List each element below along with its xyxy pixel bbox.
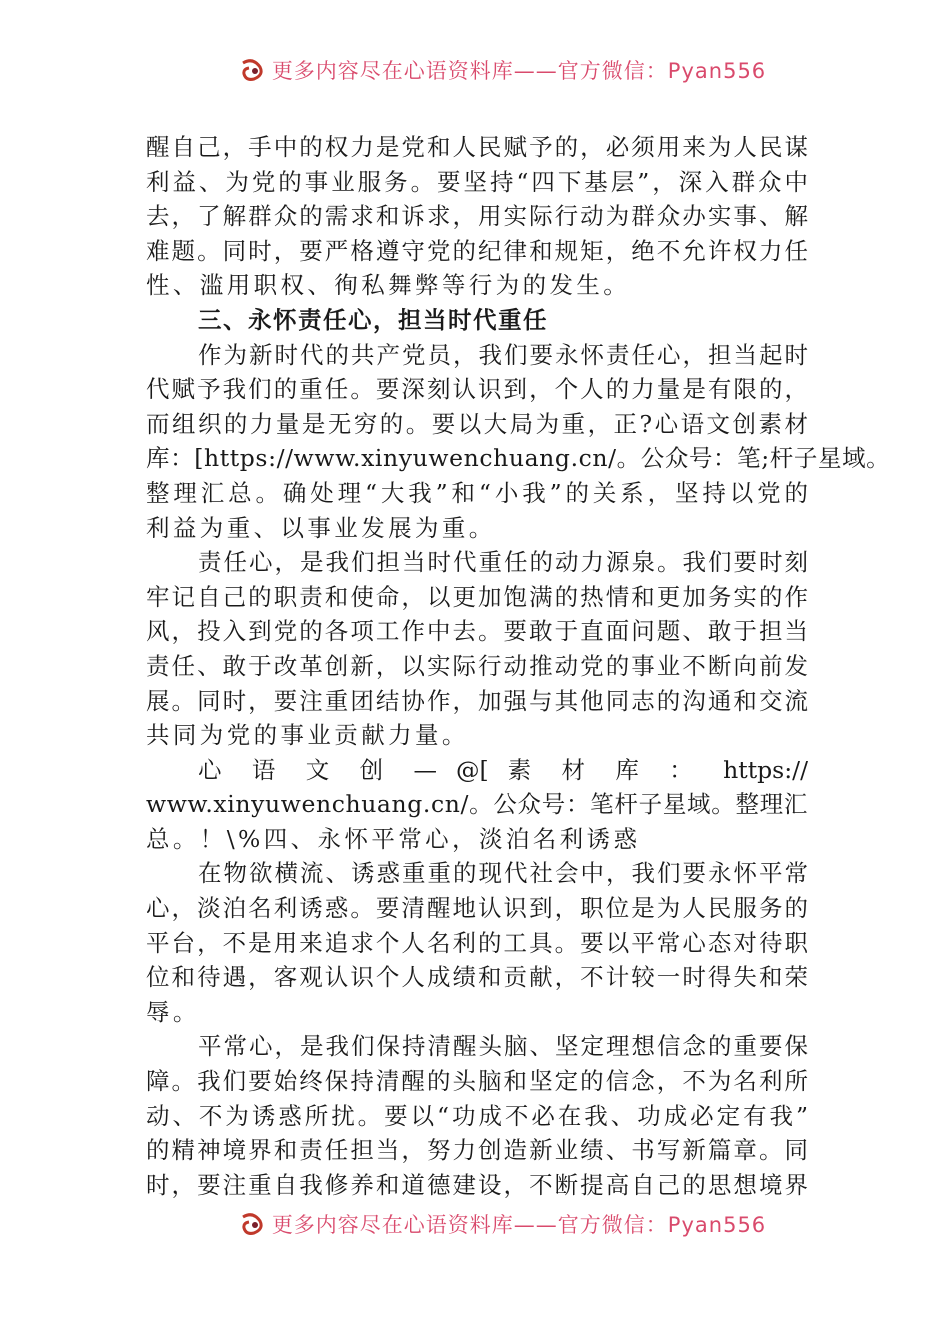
text-line-with-url: www.xinyuwenchuang.cn/。公众号：笔杆子星域。整理汇 — [146, 790, 808, 819]
paragraph-first-line: 在物欲横流、诱惑重重的现代社会中，我们要永怀平常 — [198, 859, 808, 888]
text-line: 心，淡泊名利诱惑。要清醒地认识到，职位是为人民服务的 — [146, 894, 808, 923]
text-line: 利益、为党的事业服务。要坚持“四下基层”，深入群众中 — [146, 167, 808, 196]
document-body — [146, 130, 891, 1202]
text-line: 代赋予我们的重任。要深刻认识到，个人的力量是有限的， — [146, 375, 808, 404]
text-line: 整理汇总。确处理“大我”和“小我”的关系，坚持以党的 — [146, 478, 808, 507]
watermark-inline-line: 心 语 文 创 — @[ 素 材 库 ： https:// — [198, 755, 808, 784]
text-line: 牢记自己的职责和使命，以更加饱满的热情和更加务实的作 — [146, 582, 808, 611]
section-heading-inline: 总。！\%四、永怀平常心，淡泊名利诱惑 — [146, 824, 641, 853]
text-line: 时，要注重自我修养和道德建设，不断提高自己的思想境界 — [146, 1170, 808, 1199]
text-line: 动、不为诱惑所扰。要以“功成不必在我、功成必定有我” — [146, 1101, 808, 1130]
text-line: 去，了解群众的需求和诉求，用实际行动为群众办实事、解 — [146, 202, 808, 231]
footer-watermark-banner — [0, 1206, 950, 1242]
text-line: 展。同时，要注重团结协作，加强与其他同志的沟通和交流 — [146, 686, 808, 715]
brand-logo-icon — [240, 59, 266, 81]
text-line: 而组织的力量是无穷的。要以大局为重，正?心语文创素材 — [146, 409, 808, 438]
paragraph-first-line: 作为新时代的共产党员，我们要永怀责任心，担当起时 — [198, 340, 808, 369]
text-line-with-url: 库：[https://www.xinyuwenchuang.cn/。公众号：笔;杆子星域。 — [146, 444, 891, 473]
text-line: 性、滥用职权、徇私舞弊等行为的发生。 — [146, 271, 631, 300]
text-line: 风，投入到党的各项工作中去。要敢于直面问题、敢于担当 — [146, 617, 808, 646]
watermark-text: 更多内容尽在心语资料库——官方微信：Pyan556 — [271, 59, 767, 83]
text-line: 的精神境界和责任担当，努力创造新业绩、书写新篇章。同 — [146, 1136, 808, 1165]
text-line: 责任、敢于改革创新，以实际行动推动党的事业不断向前发 — [146, 651, 808, 680]
section-heading: 三、永怀责任心，担当时代重任 — [198, 305, 548, 334]
text-line: 醒自己，手中的权力是党和人民赋予的，必须用来为人民谋 — [146, 133, 808, 161]
paragraph-first-line: 平常心，是我们保持清醒头脑、坚定理想信念的重要保 — [198, 1032, 808, 1061]
paragraph-first-line: 责任心，是我们担当时代重任的动力源泉。我们要时刻 — [198, 548, 808, 577]
text-line: 共同为党的事业贡献力量。 — [146, 721, 469, 750]
text-line: 利益为重、以事业发展为重。 — [146, 513, 496, 542]
text-line: 辱。 — [146, 997, 200, 1026]
text-line: 位和待遇，客观认识个人成绩和贡献，不计较一时得失和荣 — [146, 963, 808, 992]
text-line: 平台，不是用来追求个人名利的工具。要以平常心态对待职 — [146, 928, 808, 957]
text-line: 难题。同时，要严格遵守党的纪律和规矩，绝不允许权力任 — [146, 236, 808, 265]
brand-logo-icon — [240, 1213, 266, 1235]
watermark-text: 更多内容尽在心语资料库——官方微信：Pyan556 — [271, 1213, 767, 1237]
text-line: 障。我们要始终保持清醒的头脑和坚定的信念，不为名利所 — [146, 1067, 808, 1096]
header-watermark-banner — [0, 52, 950, 88]
